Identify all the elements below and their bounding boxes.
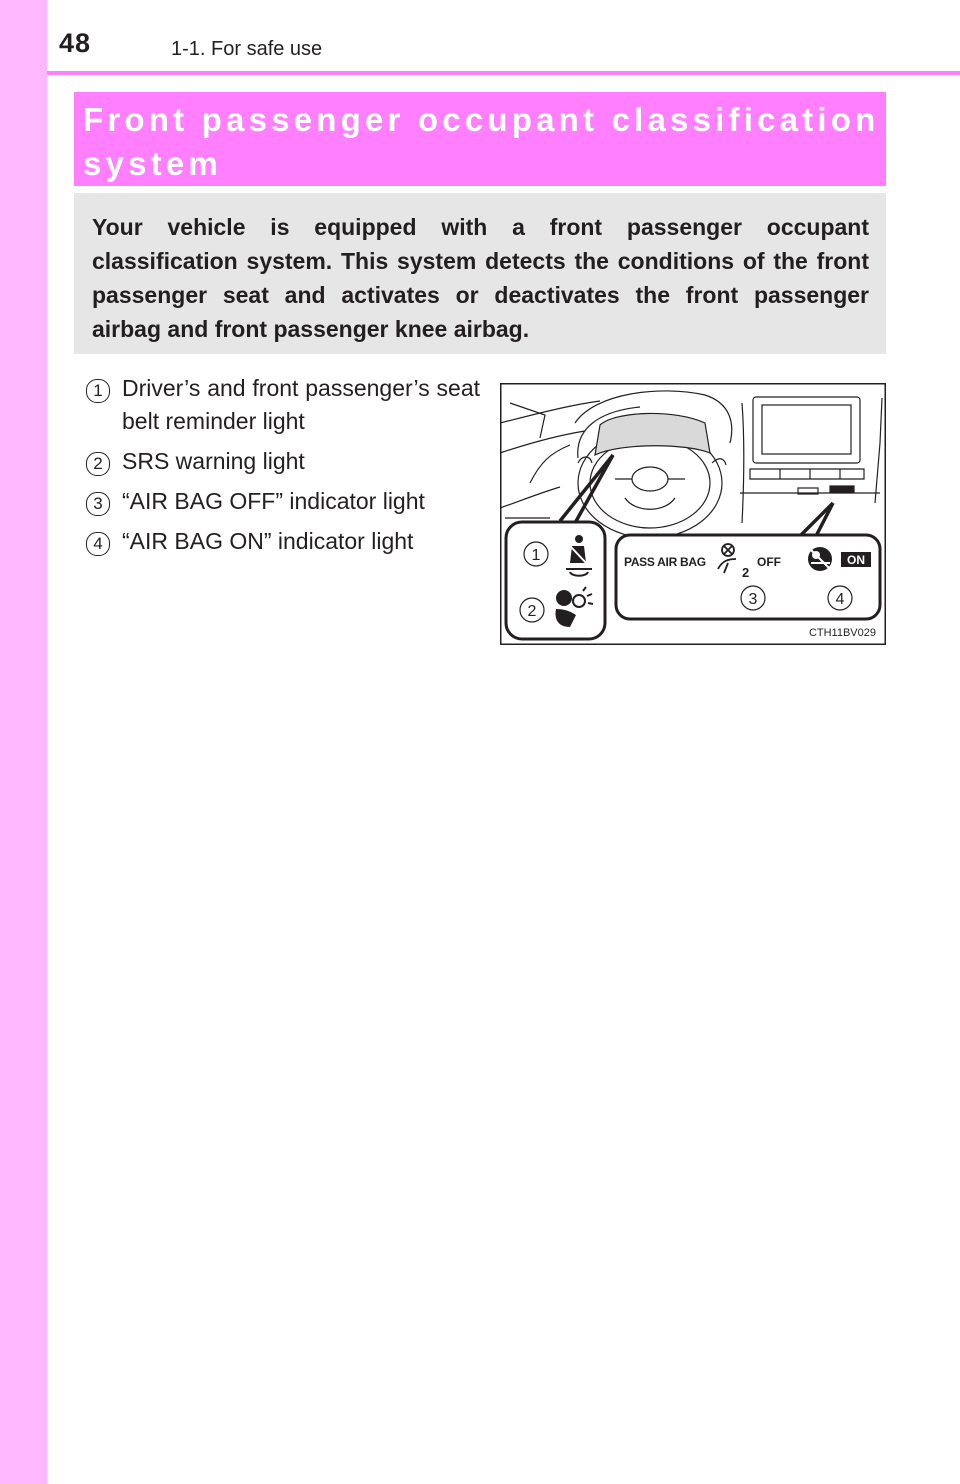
intro-box — [74, 193, 886, 354]
dashboard-figure — [500, 383, 886, 645]
legend-item — [86, 372, 480, 438]
legend-number: 3 — [86, 492, 110, 516]
header-divider — [47, 71, 960, 75]
legend-text: SRS warning light — [122, 448, 305, 474]
legend-text: Driver’s and front passenger’s seat belt reminder light — [122, 375, 480, 434]
legend-item — [86, 445, 480, 478]
intro-text: Your vehicle is equipped with a front passenger occupant classification system. This system detects the conditions of the front passenger seat and activates or deactivates the front passenger airbag and front passenger knee airbag. — [92, 214, 869, 342]
legend-item — [86, 485, 480, 518]
legend-list — [86, 372, 480, 565]
legend-number: 2 — [86, 452, 110, 476]
legend-item — [86, 525, 480, 558]
page-number: 48 — [59, 28, 92, 58]
legend-text: “AIR BAG OFF” indicator light — [122, 488, 425, 514]
section-title: Front passenger occupant classification system — [83, 101, 880, 182]
side-tab — [0, 0, 47, 1484]
legend-number: 4 — [86, 532, 110, 556]
callout-number: 3 — [748, 591, 758, 608]
seat-sub-number: 2 — [742, 565, 750, 580]
airbag-on-label: ON — [847, 553, 865, 567]
callout-number: 4 — [835, 591, 845, 608]
figure-code: CTH11BV029 — [808, 627, 876, 639]
pass-airbag-label: PASS AIR BAG — [624, 555, 706, 569]
section-path: 1-1. For safe use — [171, 38, 323, 60]
airbag-off-label: OFF — [757, 555, 781, 569]
callout-box-left — [506, 522, 605, 639]
dashboard-illustration — [500, 383, 886, 645]
section-title-banner — [74, 92, 886, 186]
legend-number: 1 — [86, 379, 110, 403]
callout-number: 1 — [531, 547, 541, 564]
legend-text: “AIR BAG ON” indicator light — [122, 528, 414, 554]
callout-number: 2 — [527, 603, 537, 620]
